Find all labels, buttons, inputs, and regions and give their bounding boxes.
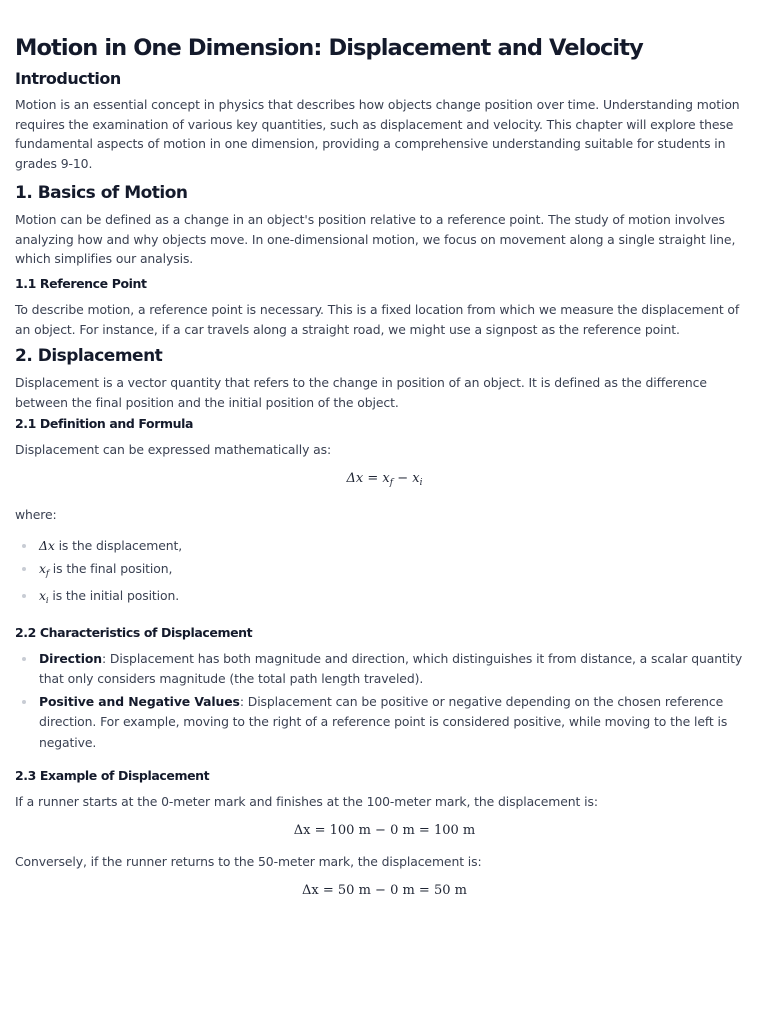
characteristics-list <box>15 649 754 754</box>
intro-heading: Introduction <box>15 69 121 88</box>
characteristics-heading: 2.2 Characteristics of Displacement <box>15 624 253 640</box>
definition-heading: 2.1 Definition and Formula <box>15 415 194 431</box>
list-item <box>39 536 754 557</box>
example-equation-1: Δx = 100 m − 0 m = 100 m <box>293 822 476 838</box>
reference-point-heading: 1.1 Reference Point <box>15 275 147 291</box>
list-item <box>39 692 754 754</box>
example-heading: 2.3 Example of Displacement <box>15 768 210 784</box>
list-item-text: : Displacement has both magnitude and direction, which distinguishes it from distance, a scalar quantity that only considers magnitude (the total path length traveled). <box>39 650 743 687</box>
where-label: where: <box>15 507 57 523</box>
displacement-paragraph: Displacement is a vector quantity that refers to the change in position of an object. It is defined as the difference between the final position and the initial position of the object. <box>15 375 707 411</box>
list-item <box>39 586 754 612</box>
basics-heading: 1. Basics of Motion <box>15 182 188 203</box>
basics-paragraph: Motion can be defined as a change in an object's position relative to a reference point. The study of motion involves analyzing how and why objects move. In one-dimensional motion, we focus on movement along a single straight line, which simplifies our analysis. <box>15 211 736 267</box>
list-item-text: is the final position, <box>48 560 173 576</box>
list-item-text: : Displacement can be positive or negative depending on the chosen reference direction. For example, moving to the right of a reference point is considered positive, while moving to the left is negative. <box>39 693 728 750</box>
definition-paragraph: Displacement can be expressed mathematically as: <box>15 441 332 457</box>
reference-point-paragraph: To describe motion, a reference point is necessary. This is a fixed location from which we measure the displacement of an object. For instance, if a car travels along a straight road, we might use a signpost as the reference point. <box>15 301 740 337</box>
displacement-formula: $\Delta x = x_f - x_i$ <box>346 471 423 489</box>
list-item-text: is the displacement, <box>54 538 183 554</box>
example-paragraph-1: If a runner starts at the 0-meter mark and finishes at the 100-meter mark, the displacement is: <box>15 794 598 810</box>
math-symbol: $x_i$ <box>39 588 49 607</box>
page-title: Motion in One Dimension: Displacement and Velocity <box>15 35 643 61</box>
math-symbol: $x_f$ <box>39 560 49 579</box>
displacement-heading: 2. Displacement <box>15 346 163 367</box>
list-item <box>39 559 754 585</box>
example-equation-2: Δx = 50 m − 0 m = 50 m <box>302 882 467 898</box>
list-item-term: Positive and Negative Values <box>39 693 240 709</box>
example-paragraph-2: Conversely, if the runner returns to the 50-meter mark, the displacement is: <box>15 853 482 869</box>
intro-paragraph: Motion is an essential concept in physics that describes how objects change position over time. Understanding motion requires the examination of various key quantities, such as displacement and velocity. This chapter will explore these fundamental aspects of motion in one dimension, providing a comprehensive understanding suitable for students in grades 9-10. <box>15 97 740 172</box>
list-item-text: is the initial position. <box>48 588 180 604</box>
math-symbol: Δx <box>39 538 55 554</box>
list-item <box>39 649 754 690</box>
formula-variable-list <box>15 536 754 612</box>
list-item-term: Direction <box>39 650 102 666</box>
